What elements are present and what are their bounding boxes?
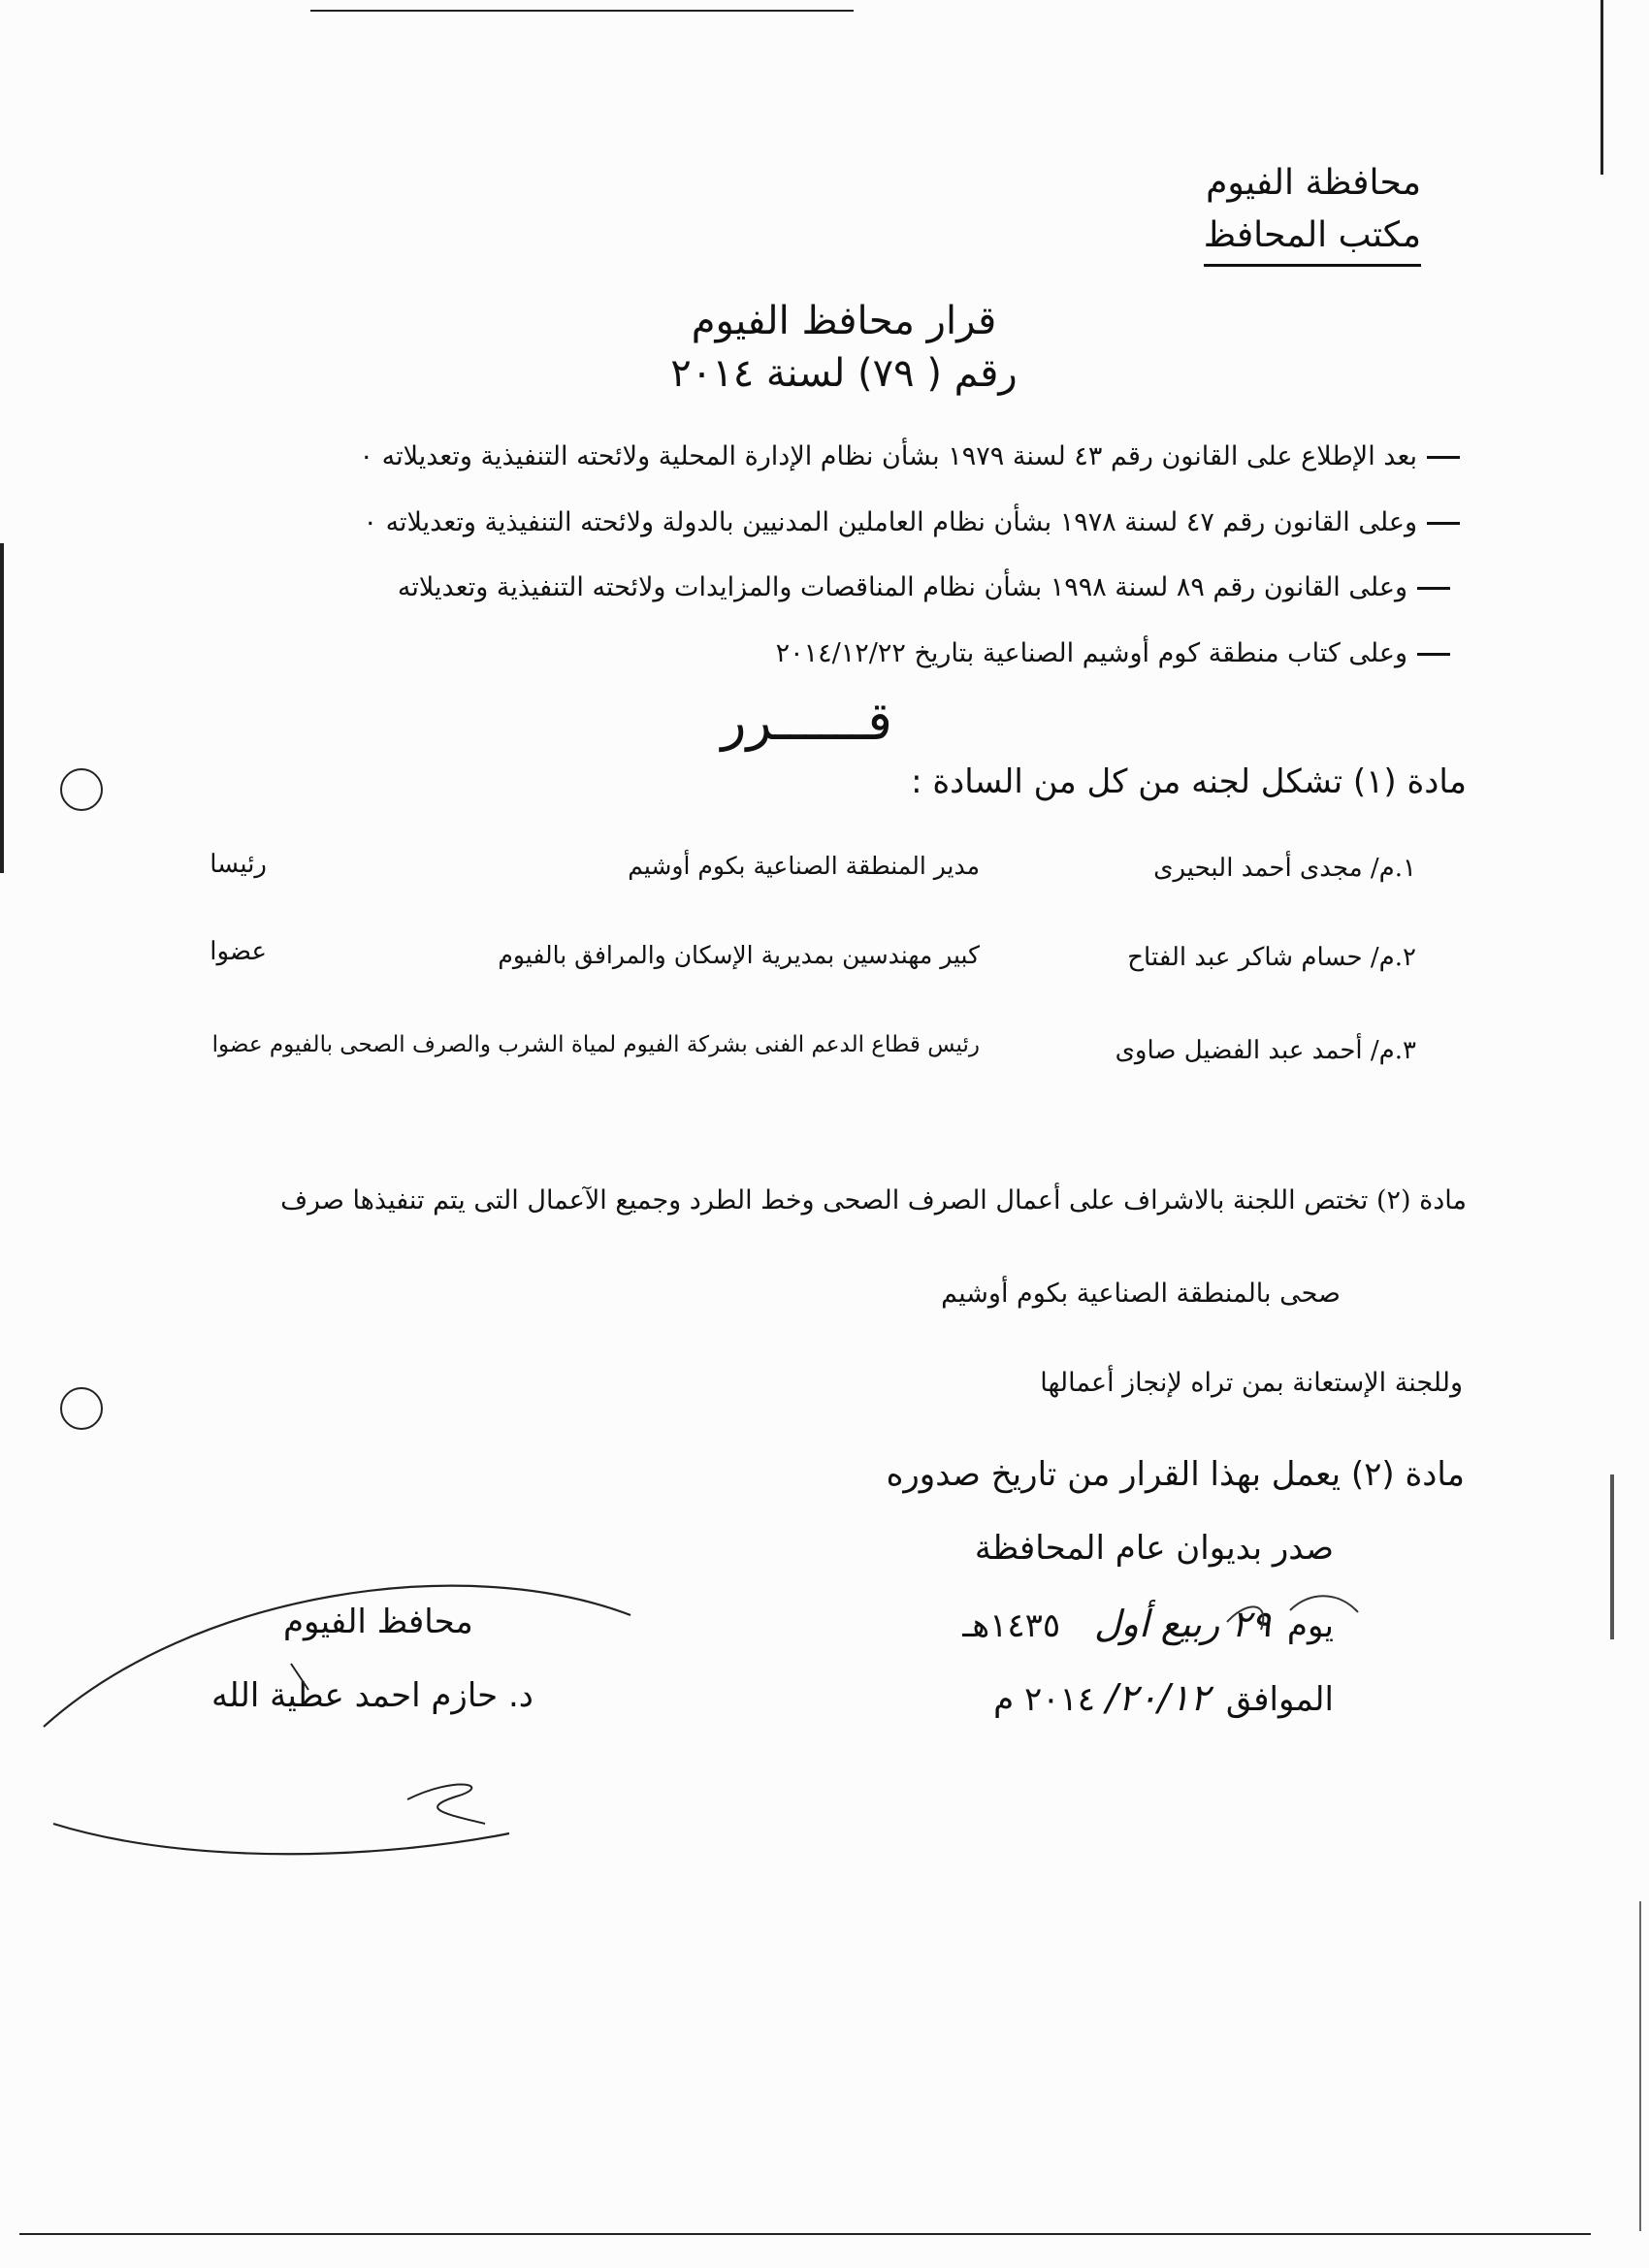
- issued-gregorian: [993, 1676, 1334, 1719]
- bullet-dash: [1417, 587, 1450, 590]
- signature-arc-lower: [53, 1824, 509, 1854]
- member-1-role: مدير المنطقة الصناعية بكوم أوشيم: [628, 852, 980, 880]
- decree-number: رقم ( ٧٩) لسنة ٢٠١٤: [670, 351, 1018, 396]
- signature-stroke: [407, 1785, 485, 1824]
- scan-edge-top: [310, 10, 854, 12]
- handwritten-date: ٢٠/١٢/: [1105, 1676, 1211, 1719]
- scan-edge-right-2: [1610, 1474, 1614, 1639]
- hijri-year: ١٤٣٥هـ: [962, 1606, 1061, 1645]
- punch-hole-bottom: [60, 1387, 103, 1430]
- bullet-dash: [1417, 653, 1450, 656]
- issued-place: صدر بديوان عام المحافظة: [974, 1529, 1334, 1568]
- member-2-role: كبير مهندسين بمديرية الإسكان والمرافق بالفيوم: [498, 941, 980, 969]
- recital-1: بعد الإطلاع على القانون رقم ٤٣ لسنة ١٩٧٩ بشأن نظام الإدارة المحلية ولائحته التنفيذية وتعديلاته ٠: [360, 441, 1461, 471]
- recital-4: وعلى كتاب منطقة كوم أوشيم الصناعية بتاريخ ٢٠١٤/١٢/٢٢: [776, 638, 1450, 668]
- decree-title: قرار محافظ الفيوم: [691, 299, 997, 343]
- article-2-line-2: صحى بالمنطقة الصناعية بكوم أوشيم: [941, 1279, 1341, 1309]
- issued-day: [962, 1603, 1334, 1645]
- member-1-status: رئيسا: [210, 850, 267, 879]
- recital-3: وعلى القانون رقم ٨٩ لسنة ١٩٩٨ بشأن نظام المناقصات والمزايدات ولائحته التنفيذية وتعديلاته: [398, 572, 1450, 602]
- member-2-status: عضوا: [210, 937, 267, 966]
- scan-edge-right-3: [1639, 1901, 1641, 2231]
- bullet-dash: [1427, 456, 1460, 459]
- office-name: مكتب المحافظ: [1204, 210, 1421, 267]
- scan-edge-bottom: [19, 2233, 1591, 2235]
- governorate-name: محافظة الفيوم: [1206, 163, 1421, 203]
- recital-2: وعلى القانون رقم ٤٧ لسنة ١٩٧٨ بشأن نظام العاملين المدنيين بالدولة ولائحته التنفيذية وتعديلاته ٠: [363, 507, 1460, 537]
- day-label: يوم: [1286, 1606, 1334, 1645]
- article-3: مادة (٢) يعمل بهذا القرار من تاريخ صدوره: [886, 1455, 1465, 1494]
- member-2-name: ٢.م/ حسام شاكر عبد الفتاح: [1127, 943, 1416, 972]
- letterhead: [1204, 157, 1421, 267]
- corresponding-label: الموافق: [1225, 1680, 1334, 1719]
- member-3-name: ٣.م/ أحمد عبد الفضيل صاوى: [1115, 1036, 1416, 1065]
- scan-edge-right: [1600, 0, 1603, 175]
- punch-hole-top: [60, 768, 103, 811]
- member-1-name: ١.م/ مجدى أحمد البحيرى: [1153, 854, 1416, 883]
- article-2-line-1: مادة (٢) تختص اللجنة بالاشراف على أعمال الصرف الصحى وخط الطرد وجميع الآعمال التى يتم تنفيذها صرف: [280, 1185, 1467, 1215]
- signatory-title: محافظ الفيوم: [283, 1603, 473, 1641]
- article-1: مادة (١) تشكل لجنه من كل من السادة :: [911, 762, 1467, 801]
- bullet-dash: [1427, 522, 1460, 525]
- member-3-role: رئيس قطاع الدعم الفنى بشركة الفيوم لمياة الشرب والصرف الصحى بالفيوم عضوا: [211, 1032, 980, 1057]
- article-2-line-3: وللجنة الإستعانة بمن تراه لإنجاز أعمالها: [1040, 1368, 1463, 1398]
- decided-heading: قــــــرر: [721, 691, 892, 752]
- gregorian-year: ٢٠١٤ م: [993, 1680, 1096, 1719]
- handwritten-day: ٢٩ ربيع أول: [1093, 1603, 1272, 1645]
- signatory-name: د. حازم احمد عطية الله: [211, 1676, 534, 1715]
- scan-edge-left: [0, 543, 4, 873]
